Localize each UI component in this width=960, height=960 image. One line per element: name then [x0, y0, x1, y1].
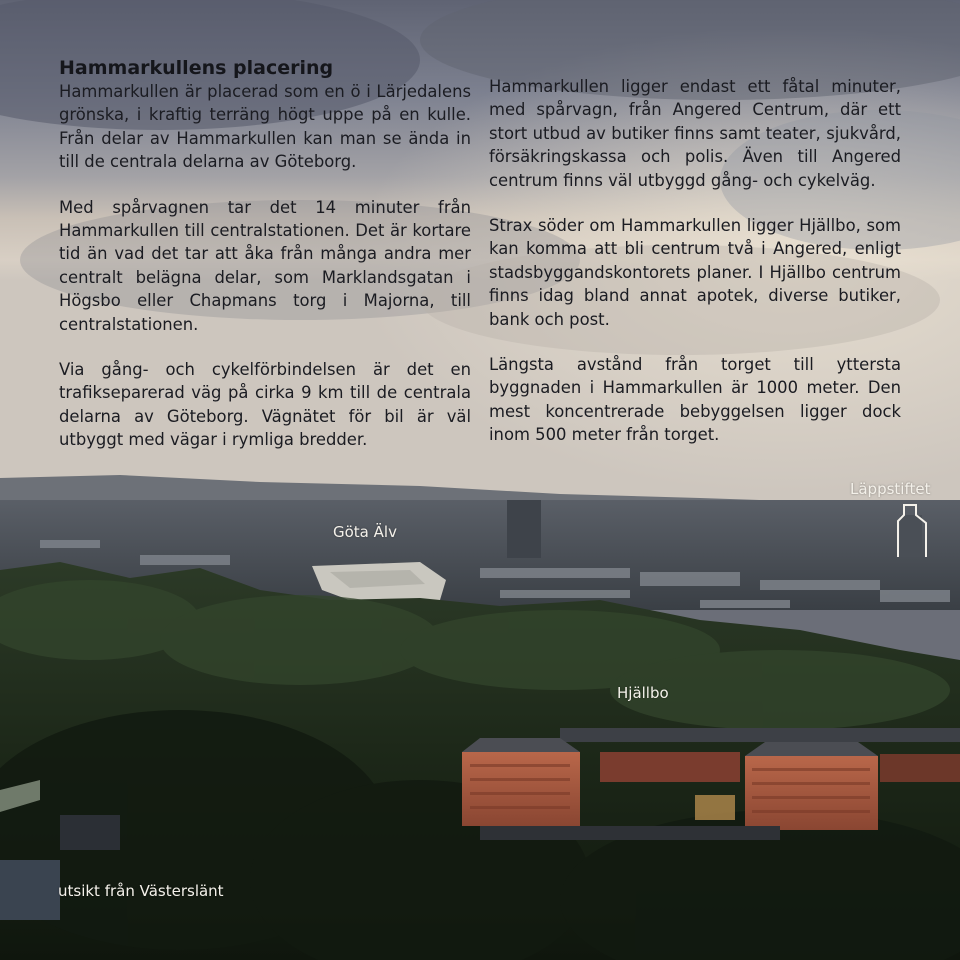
photo-caption: utsikt från Västerslänt	[58, 882, 224, 900]
page-title: Hammarkullens placering	[59, 57, 334, 79]
left-paragraph-3: Via gång- och cykelförbindelsen är det en trafikseparerad väg på cirka 9 km till de centrala delarna av Göteborg. Vägnätet för bil är väl utbyggt med vägar i rymliga bredder.	[59, 360, 471, 450]
right-paragraph-1: Hammarkullen ligger endast ett fåtal minuter, med spårvagn, från Angered Centrum, där ett stort utbud av butiker finns samt teater, sjukvård, försäkringskassa och polis. Även till Angered centrum finns väl utbyggd gång- och cykelväg.	[489, 77, 901, 190]
label-hjallbo: Hjällbo	[617, 684, 669, 702]
right-paragraph-3: Längsta avstånd från torget till yttersta byggnaden i Hammarkullen är 1000 meter. Den mest koncentrerade bebyggelsen ligger dock inom 500 meter från torget.	[489, 355, 901, 445]
label-lappstiftet: Läppstiftet	[850, 480, 931, 498]
right-paragraph-2: Strax söder om Hammarkullen ligger Hjällbo, som kan komma att bli centrum två i Angered, enligt stadsbyggandskontorets planer. I Hjällbo centrum finns idag bland annat apotek, diverse butiker, bank och post.	[489, 216, 901, 329]
left-paragraph-2: Med spårvagnen tar det 14 minuter från Hammarkullen till centralstationen. Det är kortare tid än vad det tar att åka från många andra mer centralt belägna delar, som Marklandsgatan i Högsbo eller Chapmans torg i Majorna, till centralstationen.	[59, 197, 471, 334]
lappstiftet-outline-icon	[894, 503, 934, 559]
right-text-column	[489, 75, 901, 469]
left-text-column	[59, 56, 471, 474]
left-paragraph-1: Hammarkullen är placerad som en ö i Lärjedalens grönska, i kraftig terräng högt uppe på en kulle. Från delar av Hammarkullen kan man se ända in till de centrala delarna av Göteborg.	[59, 82, 471, 172]
label-gota-alv: Göta Älv	[333, 523, 397, 541]
